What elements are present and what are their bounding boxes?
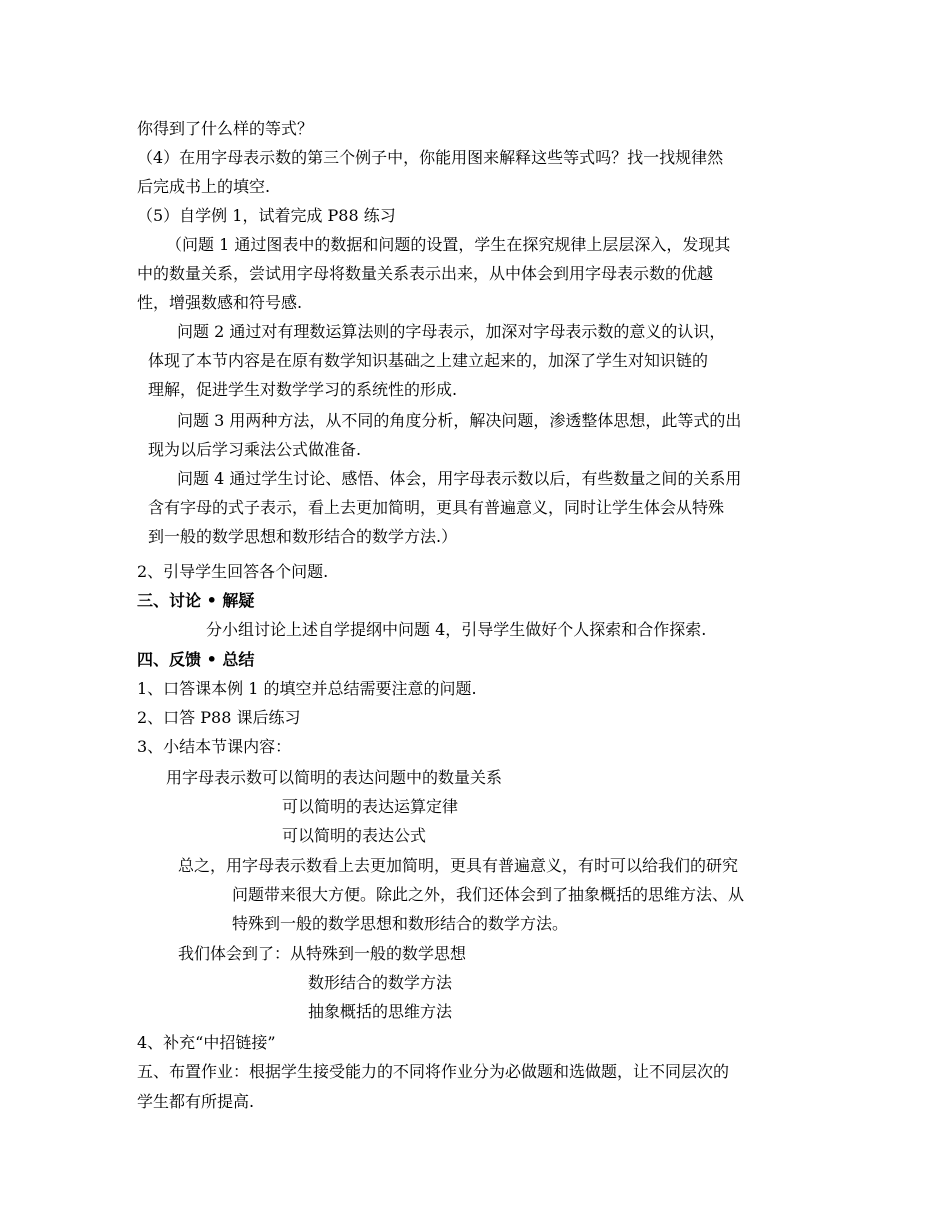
- section-heading: 四、反馈 • 总结: [137, 650, 255, 669]
- text-line: 到一般的数学思想和数形结合的数学方法.）: [148, 527, 458, 546]
- text-line: 问题 3 用两种方法，从不同的角度分析，解决问题，渗透整体思想，此等式的出: [177, 411, 742, 430]
- text-line: 中的数量关系，尝试用字母将数量关系表示出来，从中体会到用字母表示数的优越: [137, 264, 714, 283]
- text-line: 问题 4 通过学生讨论、感悟、体会，用字母表示数以后，有些数量之间的关系用: [177, 469, 742, 488]
- text-line: （问题 1 通过图表中的数据和问题的设置，学生在探究规律上层层深入，发现其: [166, 235, 731, 254]
- text-line: 问题带来很大方便。除此之外，我们还体会到了抽象概括的思维方法、从: [232, 885, 745, 904]
- text-line: 2、口答 P88 课后练习: [137, 708, 301, 727]
- text-line: 分小组讨论上述自学提纲中问题 4，引导学生做好个人探索和合作探索.: [206, 620, 707, 639]
- text-line: 性，增强数感和符号感.: [137, 293, 303, 312]
- text-line: 抽象概括的思维方法: [308, 1002, 453, 1021]
- text-line: 你得到了什么样的等式？: [137, 119, 314, 138]
- text-line: 总之，用字母表示数看上去更加简明，更具有普遍意义，有时可以给我们的研究: [178, 856, 739, 875]
- text-line: 4、补充“中招链接”: [137, 1033, 276, 1052]
- text-line: （5）自学例 1，试着完成 P88 练习: [137, 206, 396, 225]
- section-heading: 三、讨论 • 解疑: [137, 591, 255, 610]
- text-line: 特殊到一般的数学思想和数形结合的数学方法。: [232, 914, 569, 933]
- summary-line: 可以简明的表达运算定律: [282, 797, 459, 816]
- text-line: 2、引导学生回答各个问题.: [137, 562, 329, 581]
- text-line: 问题 2 通过对有理数运算法则的字母表示，加深对字母表示数的意义的认识，: [177, 322, 726, 341]
- text-line: 1、口答课本例 1 的填空并总结需要注意的问题.: [137, 679, 477, 698]
- text-line: 体现了本节内容是在原有数学知识基础之上建立起来的，加深了学生对知识链的: [148, 351, 709, 370]
- text-line: （4）在用字母表示数的第三个例子中，你能用图来解释这些等式吗？找一找规律然: [137, 148, 724, 167]
- text-line: 含有字母的式子表示，看上去更加简明，更具有普遍意义，同时让学生体会从特殊: [148, 498, 725, 517]
- text-line: 学生都有所提高.: [137, 1092, 255, 1111]
- text-line: 后完成书上的填空.: [137, 177, 271, 196]
- summary-line: 可以简明的表达公式: [282, 826, 427, 845]
- text-line: 我们体会到了：从特殊到一般的数学思想: [178, 944, 467, 963]
- text-line: 理解，促进学生对数学学习的系统性的形成.: [148, 380, 458, 399]
- text-line: 现为以后学习乘法公式做准备.: [148, 440, 362, 459]
- text-line: 3、小结本节课内容：: [137, 737, 292, 756]
- text-line: 五、布置作业：根据学生接受能力的不同将作业分为必做题和选做题，让不同层次的: [137, 1062, 730, 1081]
- summary-line: 用字母表示数可以简明的表达问题中的数量关系: [166, 768, 503, 787]
- text-line: 数形结合的数学方法: [308, 973, 453, 992]
